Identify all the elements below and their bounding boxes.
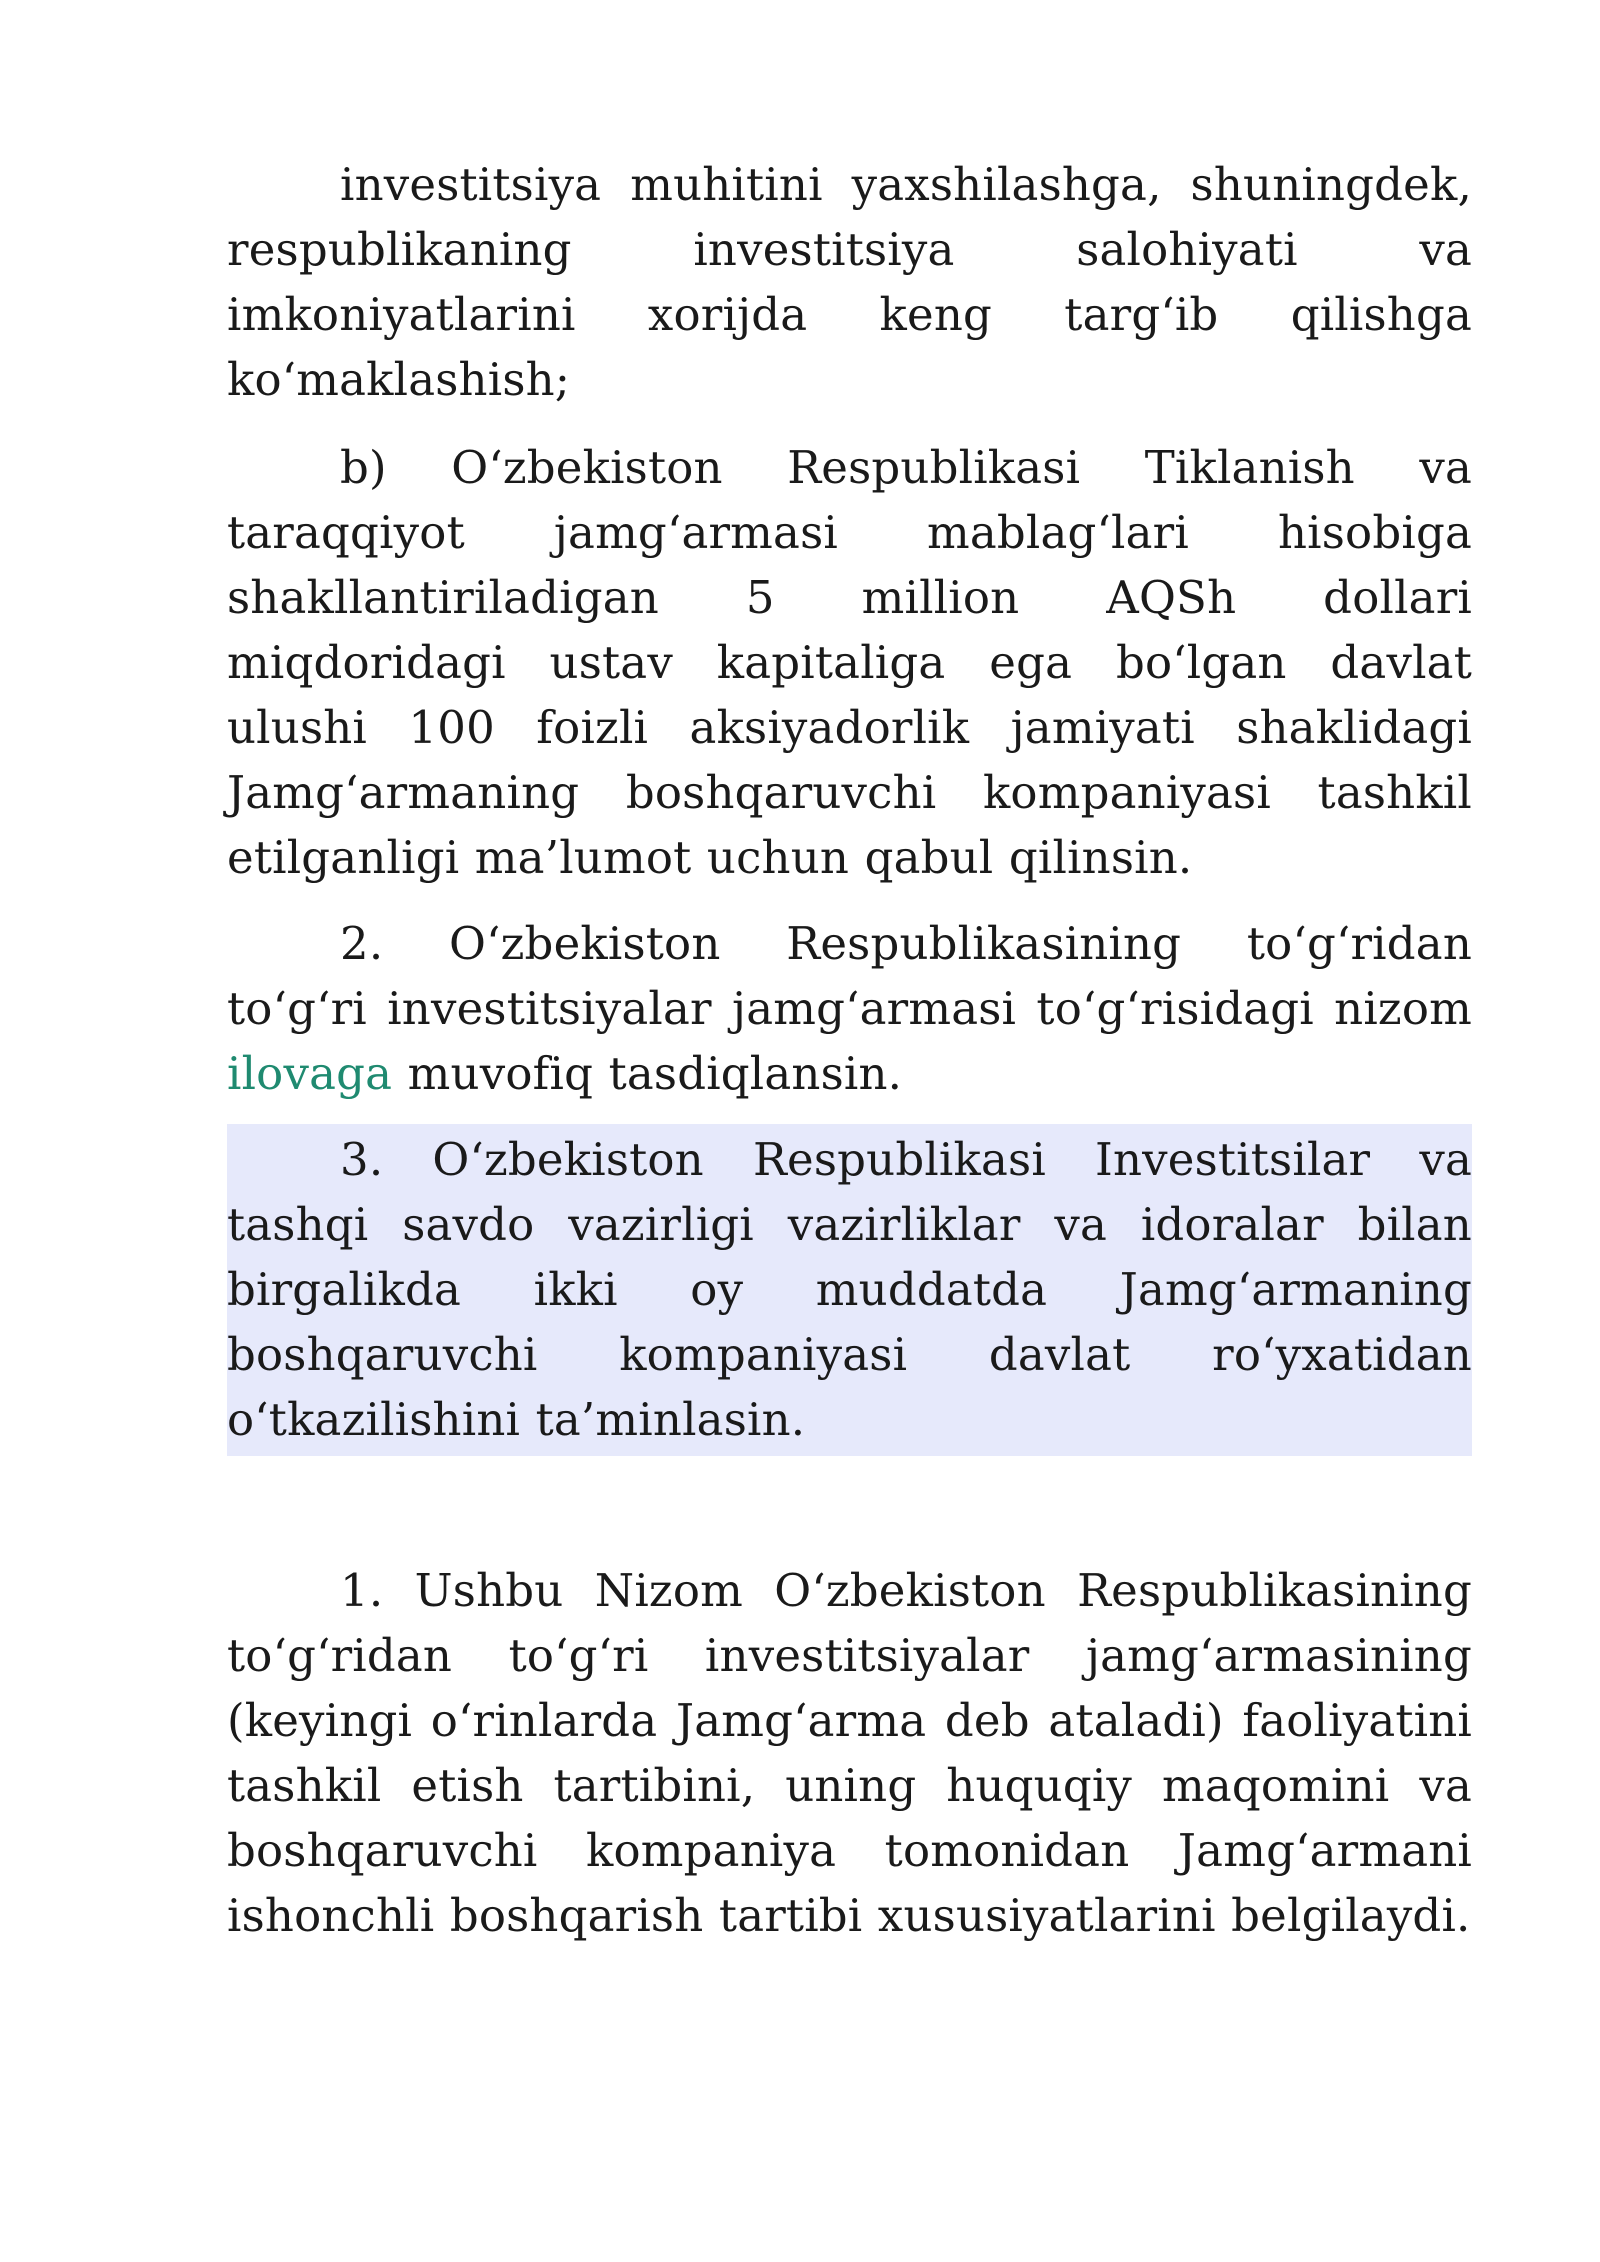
paragraph-regulation-text-end: muvofiq tasdiqlansin. [392,1047,903,1100]
paragraph-regulation-scope: 1. Ushbu Nizom O‘zbekiston Respublikasining to‘g‘ridan to‘g‘ri investitsiyalar jamg‘armasining (keyingi o‘rinlarda Jamg‘arma deb ataladi) faoliyatini tashkil etish tartibini, uning huquqiy maqomini va boshqaruvchi kompaniya tomonidan Jamg‘armani ishonchli boshqarish tartibi xususiyatlarini belgilaydi. [227,1564,1472,1942]
paragraph-regulation-approval [227,911,1472,1106]
paragraph-ministry-registration: 3. O‘zbekiston Respublikasi Investitsilar va tashqi savdo vazirligi vazirliklar va idoralar bilan birgalikda ikki oy muddatda Jamg‘armaning boshqaruvchi kompaniyasi davlat ro‘yxatidan o‘tkazilishini ta’minlasin. [227,1133,1472,1446]
appendix-link[interactable]: ilovaga [227,1047,393,1100]
paragraph-management-company: b) O‘zbekiston Respublikasi Tiklanish va taraqqiyot jamg‘armasi mablag‘lari hisobiga shakllantiriladigan 5 million AQSh dollari miqdoridagi ustav kapitaliga ega bo‘lgan davlat ulushi 100 foizli aksiyadorlik jamiyati shaklidagi Jamg‘armaning boshqaruvchi kompaniyasi tashkil etilganligi ma’lumot uchun qabul qilinsin. [227,441,1472,884]
paragraph-regulation-text-start: 2. O‘zbekiston Respublikasining to‘g‘ridan to‘g‘ri investitsiyalar jamg‘armasi to‘g‘risidagi nizom [227,917,1472,1035]
highlighted-paragraph-block [227,1124,1472,1456]
paragraph-investment-promotion: investitsiya muhitini yaxshilashga, shuningdek, respublikaning investitsiya salohiyati va imkoniyatlarini xorijda keng targ‘ib qilishga ko‘maklashish; [227,158,1472,406]
